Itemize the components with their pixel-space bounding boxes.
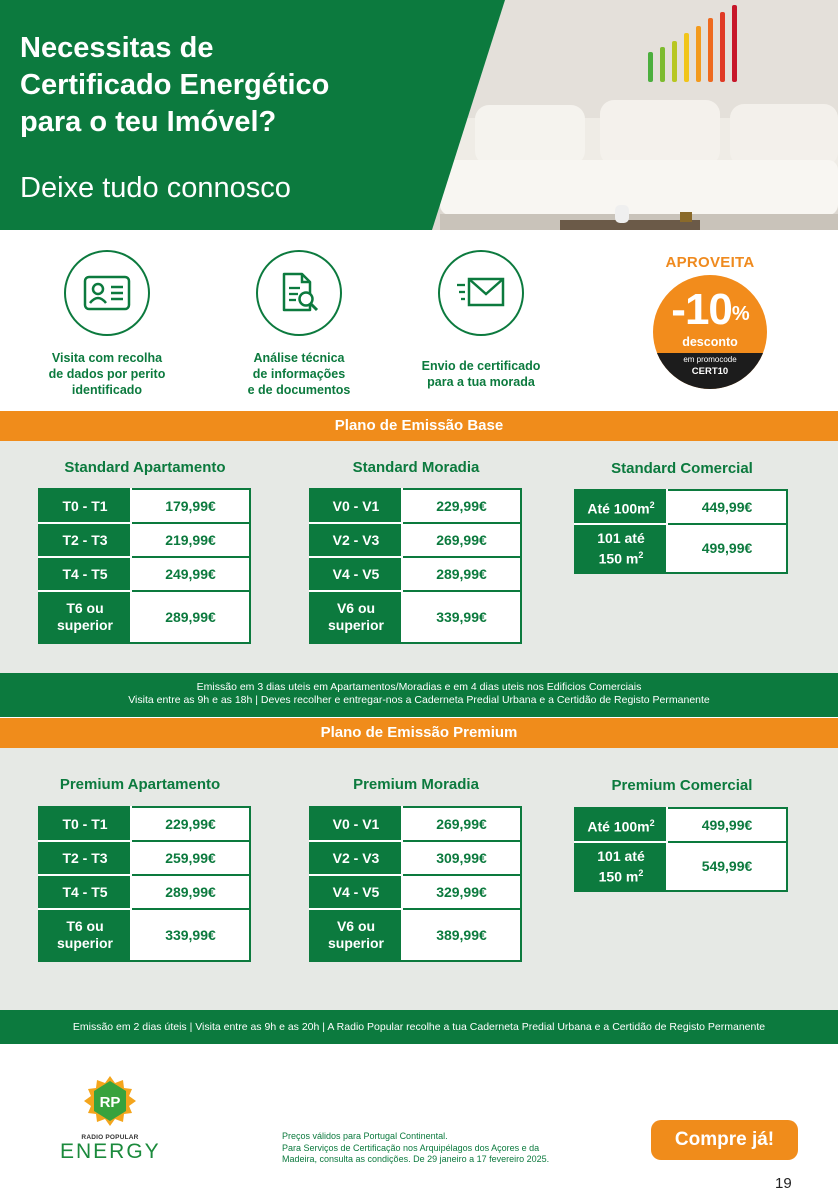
radio-popular-energy-logo: RP RADIO POPULAR ENERGY xyxy=(60,1075,160,1163)
premium-plan-note: Emissão em 2 dias úteis | Visita entre as 9h e as 20h | A Radio Popular recolhe a tua Caderneta Predial Urbana e a Certidão de Registo Permanente xyxy=(0,1010,838,1044)
feature-visit-label: Visita com recolha de dados por perito identificado xyxy=(48,351,166,397)
feature-analysis xyxy=(209,250,389,398)
feature-visit xyxy=(17,250,197,398)
base-house-title: Standard Moradia xyxy=(352,459,480,476)
table-row: T4 - T5 289,99€ xyxy=(39,875,250,909)
table-row: V4 - V5 329,99€ xyxy=(310,875,521,909)
table-row: T2 - T3 259,99€ xyxy=(39,841,250,875)
discount-label: desconto xyxy=(682,335,738,349)
id-card-icon xyxy=(64,250,150,336)
promo-headline: APROVEITA xyxy=(665,254,755,271)
rp-sun-logo-icon xyxy=(82,1075,138,1127)
premium-house-table xyxy=(309,806,522,962)
premium-house-title: Premium Moradia xyxy=(353,776,479,793)
page-number: 19 xyxy=(775,1175,792,1192)
base-plan-note: Emissão em 3 dias uteis em Apartamentos/Moradias e em 4 dias uteis nos Edificios Comerciais Visita entre as 9h e as 18h | Deves recolher e entregar-nos a Caderneta Predial Urbana e a Certidão de Registo Permanente xyxy=(0,673,838,717)
table-row: Até $100m^2$ 499,99€ xyxy=(575,808,787,842)
hero-subtitle: Deixe tudo connosco xyxy=(20,172,291,204)
feature-delivery-label: Envio de certificado para a tua morada xyxy=(421,359,541,389)
table-row: T2 - T3 219,99€ xyxy=(39,523,250,557)
envelope-icon xyxy=(438,250,524,336)
base-apartment-title: Standard Apartamento xyxy=(64,459,226,476)
table-row: T0 - T1 229,99€ xyxy=(39,807,250,841)
table-row: Até $100m^2$ 449,99€ xyxy=(575,490,787,524)
table-row: T4 - T5 249,99€ xyxy=(39,557,250,591)
feature-delivery xyxy=(391,250,571,390)
premium-commercial-table xyxy=(574,807,788,892)
table-row: T6 ou superior 339,99€ xyxy=(39,909,250,961)
discount-promo xyxy=(650,254,770,389)
table-row: V4 - V5 289,99€ xyxy=(310,557,521,591)
base-apartment-table xyxy=(38,488,251,644)
footer xyxy=(0,1045,838,1200)
table-row: V6 ou superior 339,99€ xyxy=(310,591,521,643)
table-row: V2 - V3 269,99€ xyxy=(310,523,521,557)
table-row: V0 - V1 229,99€ xyxy=(310,489,521,523)
table-row: V6 ou superior 389,99€ xyxy=(310,909,521,961)
base-commercial-title: Standard Comercial xyxy=(611,460,753,477)
table-row: V0 - V1 269,99€ xyxy=(310,807,521,841)
premium-apartment-table xyxy=(38,806,251,962)
discount-value: -10% xyxy=(671,285,749,334)
buy-now-button[interactable]: Compre já! xyxy=(651,1120,798,1160)
premium-commercial-title: Premium Comercial xyxy=(611,777,753,794)
promocode: CERT10 xyxy=(691,366,729,377)
premium-plan-title: Plano de Emissão Premium xyxy=(0,718,838,748)
hero-title: Necessitas de Certificado Energético para o teu Imóvel? xyxy=(20,32,330,138)
svg-text:RP: RP xyxy=(99,1094,121,1111)
base-commercial-table xyxy=(574,489,788,574)
base-house-table xyxy=(309,488,522,644)
table-row: 101 até 150 $m^2$ 549,99€ xyxy=(575,842,787,891)
table-row: V2 - V3 309,99€ xyxy=(310,841,521,875)
table-row: T6 ou superior 289,99€ xyxy=(39,591,250,643)
legal-notice: Preços válidos para Portugal Continental. Para Serviços de Certificação nos Arquipélagos dos Açores e da Madeira, consulta as condições. De 29 janeiro a 17 fevereiro 2025. xyxy=(282,1131,550,1164)
feature-analysis-label: Análise técnica de informações e de documentos xyxy=(247,351,351,397)
features-row xyxy=(0,230,838,410)
premium-apartment-title: Premium Apartamento xyxy=(59,776,221,793)
hero-banner xyxy=(0,0,838,230)
table-row: 101 até 150 $m^2$ 499,99€ xyxy=(575,524,787,573)
table-row: T0 - T1 179,99€ xyxy=(39,489,250,523)
document-search-icon xyxy=(256,250,342,336)
promocode-text: em promocode xyxy=(683,355,737,364)
discount-badge xyxy=(653,275,767,389)
base-plan-title: Plano de Emissão Base xyxy=(0,411,838,441)
